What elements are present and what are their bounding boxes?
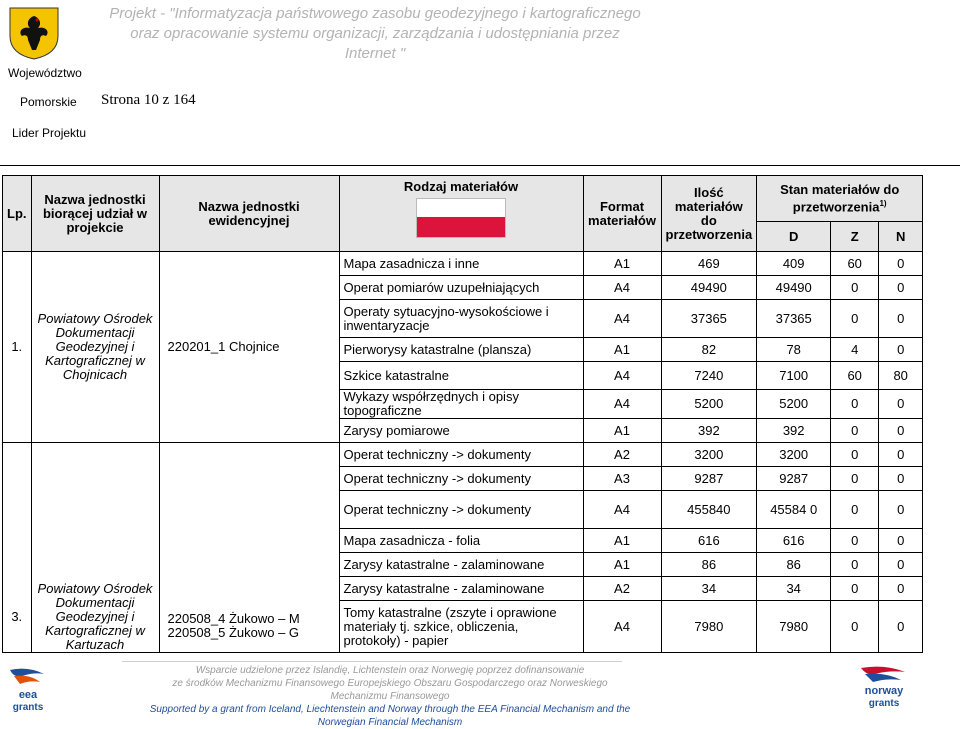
header-divider (0, 165, 960, 166)
header-z: Z (831, 222, 879, 252)
cell-n: 0 (879, 443, 923, 467)
header-format: Format materiałów (583, 176, 661, 252)
header-lp: Lp. (3, 176, 32, 252)
row-registry-unit: 220201_1 Chojnice (159, 252, 339, 443)
cell-n: 0 (879, 419, 923, 443)
cell-z: 0 (831, 443, 879, 467)
cell-quantity: 82 (661, 338, 757, 362)
cell-format: A1 (583, 338, 661, 362)
header-registry-unit: Nazwa jednostki ewidencyjnej (159, 176, 339, 252)
cell-d: 37365 (757, 300, 831, 338)
cell-format: A4 (583, 362, 661, 390)
cell-type: Operat techniczny -> dokumenty (339, 491, 583, 529)
cell-n: 0 (879, 467, 923, 491)
cell-z: 0 (831, 300, 879, 338)
cell-quantity: 469 (661, 252, 757, 276)
cell-type: Mapa zasadnicza - folia (339, 529, 583, 553)
row-unit-name: Powiatowy Ośrodek Dokumentacji Geodezyjnej i Kartograficznej w Kartuzach (31, 443, 159, 653)
header-d: D (757, 222, 831, 252)
cell-d: 9287 (757, 467, 831, 491)
cell-n: 0 (879, 577, 923, 601)
cell-z: 0 (831, 467, 879, 491)
cell-format: A1 (583, 252, 661, 276)
cell-n: 0 (879, 601, 923, 653)
cell-z: 0 (831, 390, 879, 419)
project-title (95, 4, 655, 64)
cell-d: 49490 (757, 276, 831, 300)
row-lp: 3. (3, 443, 32, 653)
cell-n: 0 (879, 252, 923, 276)
coat-of-arms-icon (8, 6, 60, 60)
cell-d: 7980 (757, 601, 831, 653)
row-lp: 1. (3, 252, 32, 443)
cell-type: Zarysy katastralne - zalaminowane (339, 553, 583, 577)
cell-format: A2 (583, 443, 661, 467)
cell-type: Zarysy pomiarowe (339, 419, 583, 443)
project-title-line1: Projekt - "Informatyzacja państwowego zasobu geodezyjnego i kartograficznego (109, 5, 641, 22)
header-material-type (339, 176, 583, 252)
cell-format: A1 (583, 419, 661, 443)
wojewodztwo-value: Pomorskie (20, 95, 77, 109)
cell-type: Zarysy katastralne - zalaminowane (339, 577, 583, 601)
cell-type: Operaty sytuacyjno-wysokościowe i inwentaryzacje (339, 300, 583, 338)
cell-z: 0 (831, 601, 879, 653)
cell-d: 409 (757, 252, 831, 276)
footer-pl-line2: ze środków Mechanizmu Finansowego Europejskiego Obszaru Gospodarczego oraz Norweskiego (172, 678, 608, 689)
cell-quantity: 5200 (661, 390, 757, 419)
cell-d: 616 (757, 529, 831, 553)
cell-type: Szkice katastralne (339, 362, 583, 390)
cell-n: 0 (879, 390, 923, 419)
cell-d: 7100 (757, 362, 831, 390)
cell-quantity: 9287 (661, 467, 757, 491)
cell-format: A4 (583, 276, 661, 300)
cell-z: 0 (831, 276, 879, 300)
cell-format: A4 (583, 491, 661, 529)
cell-n: 0 (879, 276, 923, 300)
cell-type: Mapa zasadnicza i inne (339, 252, 583, 276)
footer-divider (122, 661, 622, 662)
cell-format: A4 (583, 300, 661, 338)
header-n: N (879, 222, 923, 252)
table-row (3, 443, 923, 467)
cell-quantity: 392 (661, 419, 757, 443)
header-status (757, 176, 923, 222)
cell-d: 392 (757, 419, 831, 443)
polish-flag-icon (416, 198, 506, 238)
project-title-line2: oraz opracowanie systemu organizacji, zarządzania i udostępniania przez (130, 25, 620, 42)
cell-n: 0 (879, 300, 923, 338)
header-quantity: Ilość materiałów do przetworzenia (661, 176, 757, 252)
footer-en-line2: Norwegian Financial Mechanism (317, 717, 463, 728)
cell-n: 0 (879, 491, 923, 529)
row-unit-name: Powiatowy Ośrodek Dokumentacji Geodezyjnej i Kartograficznej w Chojnicach (31, 252, 159, 443)
cell-z: 0 (831, 529, 879, 553)
cell-quantity: 7240 (661, 362, 757, 390)
cell-n: 0 (879, 338, 923, 362)
cell-z: 0 (831, 419, 879, 443)
row-registry-unit: 220508_4 Żukowo – M 220508_5 Żukowo – G (159, 443, 339, 653)
header-material-type-label: Rodzaj materiałów (403, 179, 519, 194)
cell-type: Tomy katastralne (zszyte i oprawione materiały tj. szkice, obliczenia, protokoły) - papier (339, 601, 583, 653)
header-unit-name: Nazwa jednostki biorącej udział w projekcie (31, 176, 159, 252)
cell-z: 0 (831, 491, 879, 529)
cell-quantity: 455840 (661, 491, 757, 529)
cell-d: 3200 (757, 443, 831, 467)
header-status-footnote: 1) (879, 198, 887, 208)
cell-format: A4 (583, 601, 661, 653)
cell-format: A3 (583, 467, 661, 491)
cell-d: 86 (757, 553, 831, 577)
page-info: Strona 10 z 164 (101, 92, 196, 108)
svg-text:grants: grants (12, 702, 44, 713)
cell-d: 5200 (757, 390, 831, 419)
table-row (3, 252, 923, 276)
cell-quantity: 3200 (661, 443, 757, 467)
cell-d: 78 (757, 338, 831, 362)
cell-z: 60 (831, 252, 879, 276)
cell-format: A4 (583, 390, 661, 419)
cell-quantity: 37365 (661, 300, 757, 338)
lider-label: Lider Projektu (12, 126, 87, 140)
footer-pl-line3: Mechanizmu Finansowego (330, 691, 450, 702)
cell-quantity: 34 (661, 577, 757, 601)
cell-type: Wykazy współrzędnych i opisy topograficzne (339, 390, 583, 419)
wojewodztwo-label: Województwo (8, 66, 82, 80)
cell-quantity: 49490 (661, 276, 757, 300)
cell-d: 34 (757, 577, 831, 601)
project-title-line3: Internet " (344, 45, 406, 62)
cell-format: A1 (583, 553, 661, 577)
footer-pl-line1: Wsparcie udzielone przez Islandię, Lichtenstein oraz Norwegię poprzez dofinansowanie (195, 665, 585, 676)
cell-type: Operat techniczny -> dokumenty (339, 467, 583, 491)
cell-z: 0 (831, 577, 879, 601)
cell-quantity: 7980 (661, 601, 757, 653)
footer-text (80, 664, 700, 729)
cell-z: 60 (831, 362, 879, 390)
cell-z: 0 (831, 553, 879, 577)
cell-type: Pierworysy katastralne (plansza) (339, 338, 583, 362)
cell-n: 80 (879, 362, 923, 390)
cell-format: A2 (583, 577, 661, 601)
cell-type: Operat techniczny -> dokumenty (339, 443, 583, 467)
svg-text:norway: norway (864, 685, 904, 697)
cell-quantity: 616 (661, 529, 757, 553)
svg-text:grants: grants (868, 698, 900, 709)
footer-en-line1: Supported by a grant from Iceland, Liechtenstein and Norway through the EEA Financial Mechanism and the (149, 704, 631, 715)
materials-table (2, 175, 923, 653)
cell-d: 45584 0 (757, 491, 831, 529)
svg-text:eea: eea (18, 689, 38, 701)
cell-z: 4 (831, 338, 879, 362)
cell-n: 0 (879, 529, 923, 553)
eea-grants-logo-icon (4, 666, 52, 716)
cell-n: 0 (879, 553, 923, 577)
cell-quantity: 86 (661, 553, 757, 577)
cell-format: A1 (583, 529, 661, 553)
norway-grants-logo-icon (855, 664, 913, 710)
cell-type: Operat pomiarów uzupełniających (339, 276, 583, 300)
header-status-label: Stan materiałów do przetworzenia (780, 181, 900, 215)
